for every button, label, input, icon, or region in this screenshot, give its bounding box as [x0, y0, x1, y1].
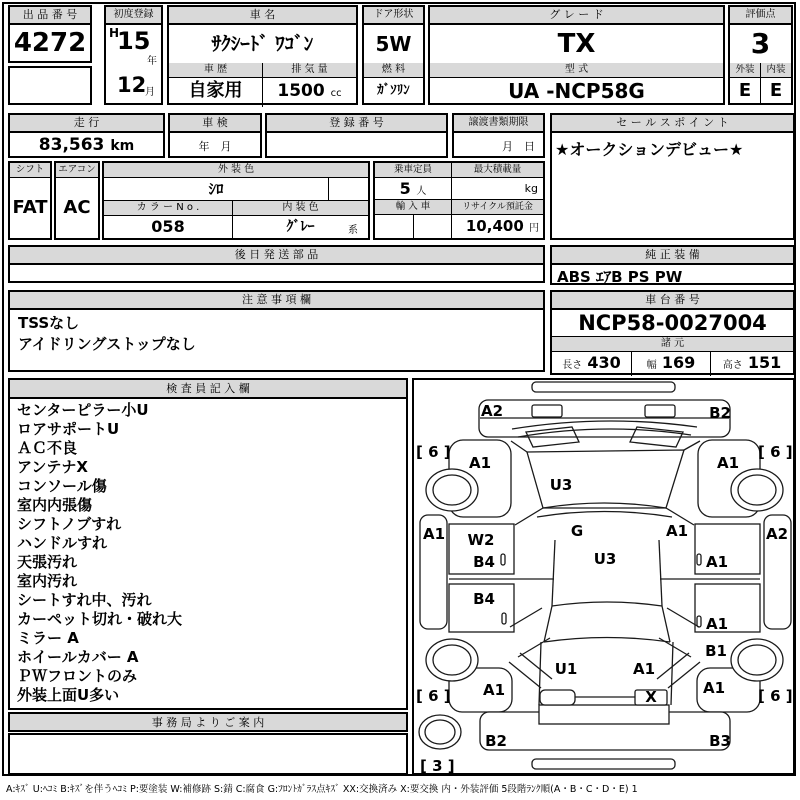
score-label: 評価点	[730, 7, 791, 25]
damage-label-hood: U3	[549, 476, 573, 494]
shift-block	[8, 161, 52, 240]
damage-label-bumper-right: B3	[709, 732, 731, 750]
model-code-value: UA -NCP58G	[508, 79, 645, 103]
mileage-label: 走 行	[10, 115, 163, 133]
damage-label-door-rl: B4	[473, 590, 495, 608]
damage-label-fender-fr: A1	[716, 454, 740, 472]
notes-label: 注 意 事 項 欄	[10, 292, 543, 310]
interior-color-value: ｸﾞﾚｰ	[286, 219, 315, 235]
sales-point-label: セ ー ル ス ポ イ ン ト	[552, 115, 793, 133]
displacement-label: 排 気 量	[263, 63, 356, 78]
office-info-label: 事 務 局 よ り ご 案 内	[8, 712, 408, 732]
equipment-label: 純 正 装 備	[552, 247, 793, 265]
spare-tire-grade: [ 3 ]	[420, 757, 455, 773]
shift-value: FAT	[12, 197, 48, 218]
equipment-value: ABS ｴｱB PS PW	[557, 268, 683, 286]
rear-bumper-bar	[532, 759, 675, 769]
note-line: TSSなし	[18, 314, 80, 332]
inspection-block	[168, 113, 262, 158]
payload-unit: kg	[524, 182, 538, 195]
first-registration-label: 初度登録	[106, 7, 161, 25]
inspector-line: ＡＣ不良	[17, 439, 78, 457]
damage-label-windshield: G	[570, 522, 584, 540]
roof-edge-left	[552, 540, 555, 606]
inspector-line: シフトノブすれ	[17, 515, 122, 533]
history-label: 車 歴	[169, 63, 262, 78]
inspector-line: 室内汚れ	[17, 572, 78, 590]
height-value: 151	[747, 353, 782, 372]
exterior-color-block	[102, 161, 370, 240]
damage-label-apillar-right: A1	[665, 522, 689, 540]
office-info-body	[8, 733, 408, 775]
displacement-unit: cc	[330, 88, 342, 99]
transfer-deadline-value: 月 日	[502, 140, 535, 153]
displacement-value: 1500	[277, 81, 325, 101]
inspector-line: コンソール傷	[17, 477, 107, 495]
payload-label: 最大積載量	[452, 163, 543, 178]
registration-number-block	[265, 113, 448, 158]
import-value-cells	[375, 214, 451, 238]
equipment-block	[550, 245, 795, 285]
roof-edge-right	[659, 540, 662, 606]
dimensions-label: 諸 元	[552, 336, 793, 351]
lot-number-label: 出 品 番 号	[10, 7, 90, 25]
aircon-block	[54, 161, 100, 240]
door-handle	[502, 613, 506, 624]
transfer-deadline-block	[452, 113, 545, 158]
grille-slot-left	[532, 405, 562, 417]
door-handle	[501, 554, 505, 565]
inspection-label: 車 検	[170, 115, 260, 133]
month-unit: 月	[145, 87, 155, 98]
exterior-color-sub-cell	[328, 178, 368, 200]
damage-label-gate-right: A1	[632, 660, 656, 678]
inspector-line: カーペット切れ・破れ大	[17, 610, 183, 628]
first-registration-block	[104, 5, 163, 105]
aircon-value: AC	[63, 197, 91, 218]
color-no-label: カ ラ ー N o .	[104, 201, 232, 215]
sales-point-block	[550, 113, 795, 240]
sales-point-value: ★オークションデビュー★	[555, 140, 744, 159]
length-value: 430	[587, 353, 621, 372]
inspection-value: 年 月	[198, 140, 232, 153]
exterior-color-value: ｼﾛ	[208, 180, 224, 198]
damage-label-quarter-rl: A1	[482, 681, 506, 699]
fuel-value: ｶﾞｿﾘﾝ	[377, 83, 410, 98]
recycle-value: 10,400	[465, 217, 524, 235]
door-shape-block	[362, 5, 425, 105]
first-reg-year: 15	[117, 27, 151, 55]
capacity-label: 乗車定員	[375, 163, 451, 178]
height-label: 高さ	[722, 360, 743, 371]
lot-empty-box	[8, 66, 92, 105]
tire-grade-fl: [ 6 ]	[416, 443, 451, 461]
damage-label-door-fl-upper: W2	[467, 531, 495, 549]
rear-window-bottom	[544, 638, 670, 643]
mileage-block	[8, 113, 165, 158]
capacity-payload-block	[373, 161, 545, 240]
length-label: 長さ	[562, 360, 583, 371]
tailgate-lower	[539, 705, 669, 724]
inspector-line: ホイールカバー A	[17, 648, 139, 666]
inspector-notes-block	[8, 378, 408, 710]
color-no-value: 058	[151, 217, 185, 236]
year-unit: 年	[147, 56, 157, 67]
registration-number-label: 登 録 番 号	[267, 115, 446, 133]
tire-grade-rr: [ 6 ]	[758, 687, 793, 705]
door-shape-value: 5W	[375, 32, 412, 56]
transfer-deadline-label: 譲渡書類期限	[454, 115, 543, 133]
later-parts-label: 後 日 発 送 部 品	[10, 247, 543, 265]
exterior-color-label: 外 装 色	[104, 163, 368, 178]
car-diagram-block	[412, 378, 795, 775]
history-value: 自家用	[188, 80, 243, 101]
import-label: 輸 入 車	[375, 199, 451, 214]
interior-grade-value: E	[769, 80, 783, 101]
inspector-line: 室内内張傷	[17, 496, 93, 514]
exterior-grade-label: 外装	[730, 63, 760, 78]
interior-color-suffix: 系	[348, 225, 358, 236]
windshield-band	[543, 503, 666, 508]
inspector-line: センターピラー小U	[17, 401, 149, 419]
damage-label-rocker-left: A1	[422, 525, 446, 543]
interior-grade-label: 内装	[761, 63, 791, 78]
damage-label-front-panel-left: A2	[480, 402, 504, 420]
lot-number-block	[8, 5, 92, 63]
capacity-unit: 人	[416, 186, 427, 197]
fuel-label: 燃 料	[364, 63, 423, 78]
damage-label-door-fl-lower: B4	[473, 553, 495, 571]
damage-label-fender-fl: A1	[468, 454, 492, 472]
inspector-line: ＰＷフロントのみ	[17, 667, 138, 685]
damage-label-taillight-right: X	[645, 688, 657, 706]
inspector-line: アンテナX	[17, 458, 88, 476]
interior-color-label: 内 装 色	[232, 201, 368, 215]
inspector-line: シートすれ中、汚れ	[17, 591, 152, 609]
car-name-block	[167, 5, 358, 105]
damage-label-front-panel-right: B2	[709, 404, 731, 422]
damage-label-rocker-right: A2	[765, 525, 789, 543]
inspector-line: ミラー A	[17, 629, 79, 647]
recycle-unit: 円	[529, 223, 539, 234]
shift-label: シフト	[10, 163, 50, 178]
inspector-notes-label: 検 査 員 記 入 欄	[10, 380, 406, 399]
cowl-arc	[512, 421, 697, 429]
inspector-line: ハンドルすれ	[17, 534, 108, 552]
chassis-value: NCP58-0027004	[578, 311, 767, 335]
grade-block	[428, 5, 725, 105]
width-value: 169	[661, 353, 696, 372]
chassis-label: 車 台 番 号	[552, 292, 793, 310]
car-damage-diagram	[414, 380, 793, 773]
notes-block	[8, 290, 545, 372]
door-handle	[697, 616, 701, 627]
score-block	[728, 5, 793, 105]
score-value: 3	[750, 27, 771, 60]
lot-number-value: 4272	[13, 28, 87, 58]
car-name-label: 車 名	[169, 7, 356, 25]
recycle-label: リサイクル預託金	[452, 199, 543, 214]
rear-window-top	[552, 602, 662, 606]
grille-slot-right	[645, 405, 675, 417]
grade-value: TX	[557, 29, 596, 59]
exterior-grade-value: E	[738, 80, 752, 101]
damage-label-quarter-rr: A1	[702, 679, 726, 697]
car-name-value: ｻｸｼｰﾄﾞ ﾜｺﾞﾝ	[211, 33, 314, 55]
era-letter: H	[109, 26, 120, 40]
damage-label-quarter-right-front: B1	[705, 642, 727, 660]
tire-grade-fr: [ 6 ]	[758, 443, 793, 461]
damage-code-legend: A:ｷｽﾞ U:ﾍｺﾐ B:ｷｽﾞを伴うﾍｺﾐ P:要塗装 W:補修跡 S:錆 C:腐食 G:ﾌﾛﾝﾄｶﾞﾗｽ点ｷｽﾞ XX:交換済み X:要交換 内・外装評価 5段階ﾗﾝｸ順(A・B・C・D・E) 1	[6, 784, 638, 795]
chassis-block	[550, 290, 795, 375]
later-parts-block	[8, 245, 545, 283]
license-plate	[540, 690, 575, 705]
first-reg-month: 12	[117, 73, 147, 97]
damage-label-door-rr: A1	[705, 615, 729, 633]
mileage-value: 83,563	[38, 135, 105, 155]
note-line: アイドリングストップなし	[18, 335, 196, 353]
width-label: 幅	[646, 360, 657, 371]
aircon-label: エアコン	[56, 163, 98, 178]
damage-label-bumper-left: B2	[485, 732, 507, 750]
model-code-label: 型 式	[430, 63, 723, 78]
door-handle	[697, 554, 701, 565]
capacity-value: 5	[399, 179, 411, 198]
damage-label-door-fr: A1	[705, 553, 729, 571]
mileage-unit: km	[110, 138, 135, 154]
door-shape-label: ドア形状	[364, 7, 423, 25]
tire-grade-rl: [ 6 ]	[416, 687, 451, 705]
inspector-line: ロアサポートU	[17, 420, 120, 438]
damage-label-gate-left: U1	[554, 660, 578, 678]
front-bumper-bar	[532, 382, 675, 392]
inspector-line: 外装上面U多い	[17, 686, 120, 704]
grade-label: グ レ ー ド	[430, 7, 723, 25]
damage-label-roof: U3	[593, 550, 617, 568]
inspector-line: 天張汚れ	[17, 553, 78, 571]
